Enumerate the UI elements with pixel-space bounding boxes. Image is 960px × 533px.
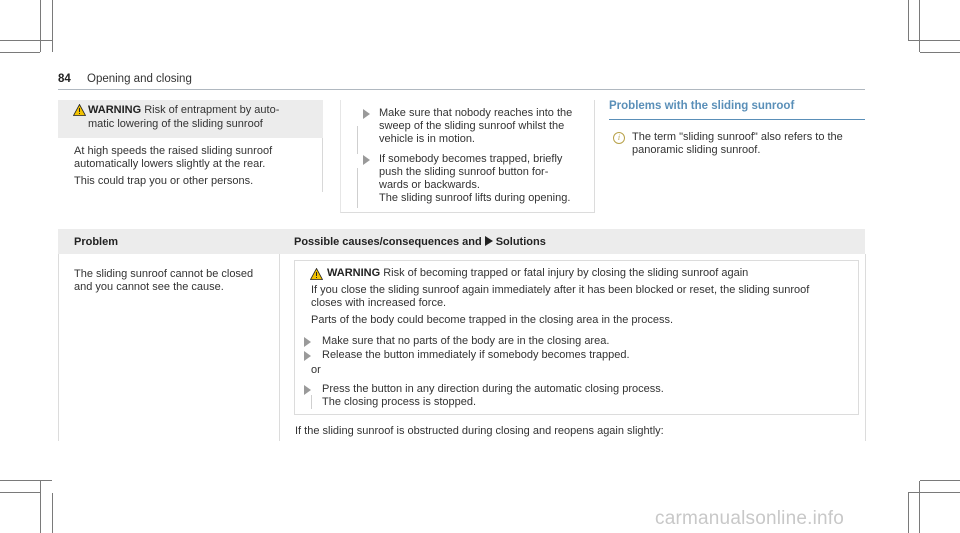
step-arrow-icon — [304, 351, 311, 361]
warning-body-text: If you close the sliding sunroof again immediately after it has been blocked or reset, the sliding sunroof — [311, 284, 810, 296]
crop-mark — [908, 492, 960, 493]
warning-body-text: At high speeds the raised sliding sunroof — [74, 145, 273, 157]
arrow-icon — [485, 236, 493, 246]
warning-triangle-icon — [73, 104, 86, 116]
warning-heading-line — [88, 104, 279, 117]
step-text: Press the button in any direction during the automatic closing process. — [322, 383, 664, 395]
warning-body-text: closes with increased force. — [311, 297, 447, 309]
warning-heading-line — [327, 267, 748, 280]
step-result-text: The closing process is stopped. — [322, 396, 477, 408]
step-text: wards or backwards. — [379, 179, 480, 191]
section-heading-rule — [609, 119, 865, 120]
crop-mark — [52, 493, 53, 533]
crop-mark — [908, 0, 909, 40]
section-title: Opening and closing — [87, 73, 192, 85]
warning-label: WARNING — [327, 267, 381, 279]
problem-text: and you cannot see the cause. — [74, 281, 224, 293]
column-header-solutions — [294, 236, 546, 248]
crop-mark — [908, 40, 960, 41]
info-text: panoramic sliding sunroof. — [632, 144, 761, 156]
step-text: vehicle is in motion. — [379, 133, 475, 145]
warning-header — [58, 100, 323, 138]
table-header — [58, 229, 865, 254]
crop-mark — [920, 480, 960, 481]
crop-mark — [919, 481, 920, 533]
warning-body-text: Parts of the body could become trapped in the closing area in the process. — [311, 314, 673, 326]
warning-body-text: This could trap you or other persons. — [74, 175, 254, 187]
table-column-divider — [279, 254, 280, 441]
warning-body — [58, 138, 323, 192]
crop-mark — [40, 0, 41, 52]
step-bar — [311, 395, 312, 409]
crop-mark — [52, 0, 53, 52]
problem-text: The sliding sunroof cannot be closed — [74, 268, 254, 280]
warning-body-text: automatically lowers slightly at the rear. — [74, 158, 266, 170]
crop-mark — [908, 493, 909, 533]
step-text: push the sliding sunroof button for- — [379, 166, 549, 178]
crop-mark — [0, 492, 40, 493]
warning-label: WARNING — [88, 104, 142, 116]
footer-text: If the sliding sunroof is obstructed during closing and reopens again slightly: — [295, 425, 664, 437]
step-text: Make sure that nobody reaches into the — [379, 107, 573, 119]
page-number: 84 — [58, 73, 71, 85]
info-text: The term "sliding sunroof" also refers to the — [632, 131, 843, 143]
watermark: carmanualsonline.info — [655, 508, 845, 529]
crop-mark — [40, 481, 41, 533]
warning-heading-text: matic lowering of the sliding sunroof — [88, 118, 263, 130]
step-arrow-icon — [363, 155, 370, 165]
table-border — [58, 254, 59, 441]
section-heading: Problems with the sliding sunroof — [609, 100, 795, 112]
column-header-text: Solutions — [495, 236, 546, 248]
step-text: Release the button immediately if somebody becomes trapped. — [322, 349, 630, 361]
crop-mark — [920, 52, 960, 53]
step-arrow-icon — [304, 337, 311, 347]
crop-mark — [0, 40, 52, 41]
step-arrow-icon — [363, 109, 370, 119]
step-text: Make sure that no parts of the body are in the closing area. — [322, 335, 610, 347]
warning-heading-text: Risk of becoming trapped or fatal injury by closing the sliding sunroof again — [383, 267, 749, 279]
step-bar — [357, 126, 358, 154]
crop-mark — [0, 480, 52, 481]
or-text: or — [311, 364, 321, 376]
step-result-text: The sliding sunroof lifts during opening. — [379, 192, 571, 204]
warning-box-entrapment — [58, 100, 323, 192]
step-text: If somebody becomes trapped, briefly — [379, 153, 563, 165]
crop-mark — [0, 52, 40, 53]
info-icon: i — [613, 132, 625, 144]
step-bar — [357, 168, 358, 208]
table-border — [865, 254, 866, 441]
warning-heading-text: Risk of entrapment by auto- — [144, 104, 280, 116]
step-arrow-icon — [304, 385, 311, 395]
crop-mark — [919, 0, 920, 52]
column-header-text: Possible causes/consequences and — [294, 236, 482, 248]
step-text: sweep of the sliding sunroof whilst the — [379, 120, 565, 132]
warning-triangle-icon — [310, 268, 323, 280]
header-divider — [58, 89, 865, 90]
column-header-problem: Problem — [74, 236, 119, 248]
